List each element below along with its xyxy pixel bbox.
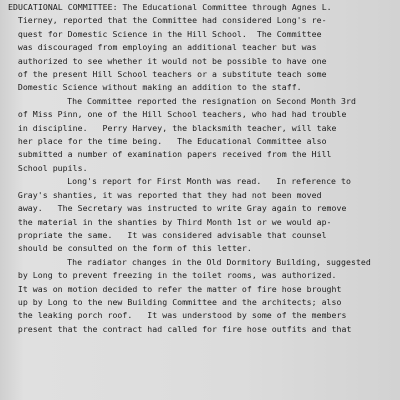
paragraph-resignation (8, 95, 386, 175)
text-line: authorized to see whether it would not be possible to have one (17, 55, 327, 66)
text-line: submitted a number of examination papers received from the Hill (17, 149, 332, 160)
text-line: in discipline. Perry Harvey, the blacksmith teacher, will take (17, 122, 337, 133)
text-line: Tierney, reported that the Committee had considered Long's re- (17, 15, 327, 26)
text-line: up by Long to the new Building Committee and the architects; also (17, 296, 342, 307)
text-line: Domestic Science without making an addition to the staff. (17, 82, 302, 93)
text-line: EDUCATIONAL COMMITTEE: The Educational Committee through Agnes L. (8, 2, 332, 12)
text-line: should be consulted on the form of this letter. (17, 243, 252, 254)
text-line: School pupils. (17, 162, 88, 173)
paragraph-educational-committee (8, 1, 386, 95)
text-line: present that the contract had called for fire hose outfits and that (17, 323, 352, 334)
text-line: of Miss Pinn, one of the Hill School teachers, who had had trouble (17, 109, 347, 120)
text-line: The radiator changes in the Old Dormitory Building, suggested (67, 256, 371, 267)
text-line: the leaking porch roof. It was understood by some of the members (17, 310, 347, 321)
text-line: Long's report for First Month was read. In reference to (67, 176, 351, 187)
paragraph-long-report (8, 175, 386, 255)
text-line: The Committee reported the resignation on Second Month 3rd (67, 95, 356, 106)
text-line: was discouraged from employing an additional teacher but was (17, 42, 317, 53)
text-line: her place for the time being. The Educational Committee also (17, 136, 327, 147)
text-line: of the present Hill School teachers or a substitute teach some (17, 69, 327, 80)
text-line: the material in the shanties by Third Month 1st or we would ap- (17, 216, 332, 227)
paragraph-radiator-changes (8, 256, 386, 336)
text-line: by Long to prevent freezing in the toilet rooms, was authorized. (17, 270, 337, 281)
text-line: propriate the same. It was considered advisable that counsel (17, 229, 327, 240)
text-line: quest for Domestic Science in the Hill School. The Committee (17, 28, 322, 39)
text-line: away. The Secretary was instructed to write Gray again to remove (17, 203, 347, 214)
text-line: Gray's shanties, it was reported that they had not been moved (17, 189, 322, 200)
text-line: It was on motion decided to refer the matter of fire hose brought (17, 283, 342, 294)
